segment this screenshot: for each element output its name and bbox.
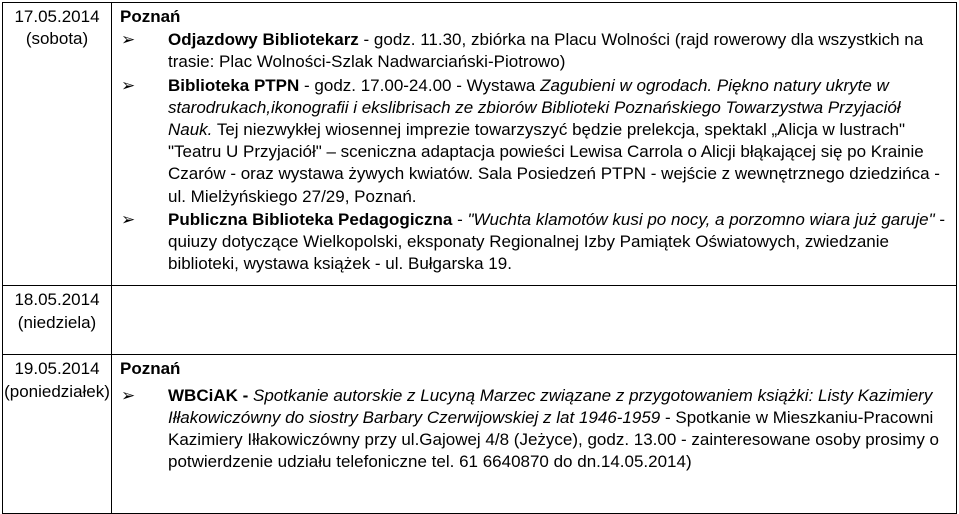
table-row [3,286,957,355]
event-text-continued: Tej niezwykłej wiosennej imprezie towarzyszyć będzie prelekcja, spektakl „Alicja w lustrach" "Teatru U Przyjaciół" – sceniczna adaptacja powieści Lewisa Carrola o Alicji błąkającej się po Krainie Czarów - oraz wystawa żywych kwiatów. Sala Posiedzeń PTPN - wejście z wewnętrznego dziedzińca - ul. Mielżyńskiego 27/29, Poznań. [168,120,940,206]
date-cell [3,286,112,355]
event-text: - godz. 17.00-24.00 - Wystawa [299,75,541,95]
date: 19.05.2014 [14,359,100,379]
event-entry [120,75,948,208]
date-cell [3,3,112,286]
weekday: (niedziela) [17,312,97,332]
event-cell [112,355,957,514]
table-row [3,3,957,286]
event-title: Odjazdowy Bibliotekarz [168,30,359,50]
event-entry [120,209,948,276]
date: 18.05.2014 [14,290,100,310]
events-table [2,2,957,514]
arrow-bullet-icon: ➢ [121,75,136,95]
event-text-continued: - Spotkanie w Mieszkaniu-Pracowni Kazimiery Iłłakowiczówny przy ul.Gajowej 4/8 (Jeżyce), godz. 13.00 - zainteresowane osoby prosimy o potwierdzenie udziału telefoniczne tel. 61 6640870 do dn.14.05.2014) [168,407,939,472]
city-heading: Poznań [120,359,181,379]
event-italic-text: Spotkanie autorskie z Lucyną Marzec związane z przygotowaniem książki: Listy Kazimiery Iłłakowiczówny do siostry Barbary Czerwijowskiej z lat 1946-1959 [168,385,933,427]
event-title: WBCiAK - [168,385,249,405]
event-cell-empty [112,286,957,355]
weekday: (sobota) [25,29,89,49]
event-title: Biblioteka PTPN [168,75,300,95]
event-italic-text: Zagubieni w ogrodach. Piękno natury ukryte w starodrukach,ikonografii i ekslibrisach ze zbiorów Biblioteki Poznańskiego Towarzystwa Przyjaciół Nauk. [168,75,901,140]
event-entry [120,385,948,474]
arrow-bullet-icon: ➢ [121,385,136,405]
arrow-bullet-icon: ➢ [121,209,136,229]
table-row [3,355,957,514]
event-text: - [452,209,468,229]
arrow-bullet-icon: ➢ [121,30,136,50]
event-entry [120,29,948,73]
date-cell [3,355,112,514]
event-text: - godz. 11.30, zbiórka na Placu Wolności (rajd rowerowy dla wszystkich na trasie: Plac Wolności-Szlak Nadwarciański-Piotrowo) [168,30,924,72]
event-title: Publiczna Biblioteka Pedagogiczna [168,209,453,229]
city-heading: Poznań [120,7,181,26]
event-cell [112,3,957,286]
event-italic-text: "Wuchta klamotów kusi po nocy, a porzomno wiara już garuje" [467,209,935,229]
date: 17.05.2014 [14,7,100,26]
weekday: (poniedziałek) [4,381,110,401]
event-text-continued: - quiuzy dotyczące Wielkopolski, eksponaty Regionalnej Izby Pamiątek Oświatowych, zwiedzanie biblioteki, wystawa książek - ul. Bułgarska 19. [168,209,946,274]
